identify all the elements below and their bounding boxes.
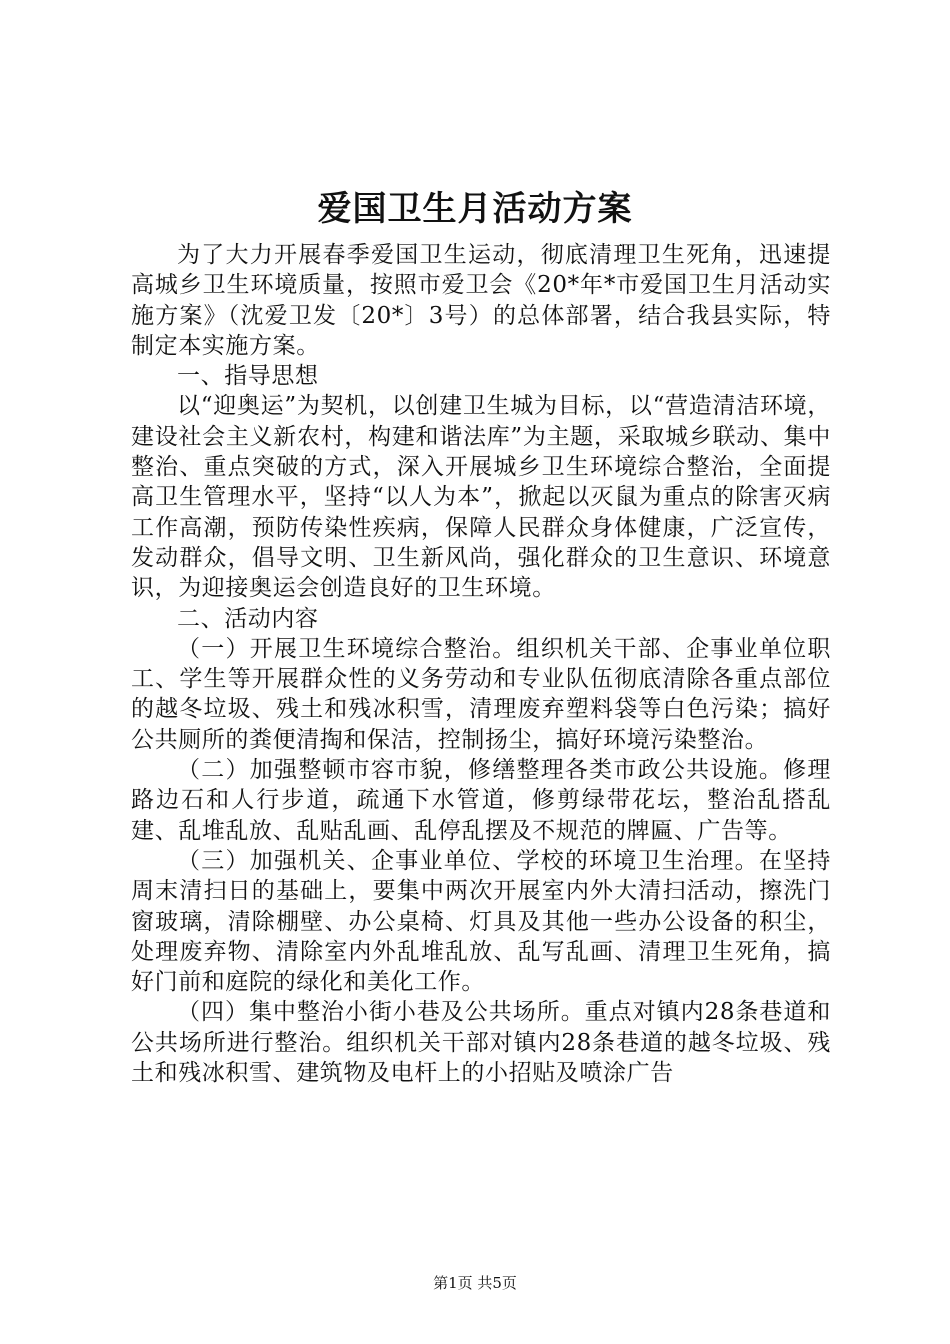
intro-paragraph: 为了大力开展春季爱国卫生运动，彻底清理卫生死角，迅速提高城乡卫生环境质量，按照市爱卫会《20*年*市爱国卫生月活动实施方案》（沈爱卫发〔20*〕3号）的总体部署，结合我县实际，特制定本实施方案。 [131, 242, 831, 359]
activity-item-4-paragraph: （四）集中整治小街小巷及公共场所。重点对镇内28条巷道和公共场所进行整治。组织机关干部对镇内28条巷道的越冬垃圾、残土和残冰积雪、建筑物及电杆上的小招贴及喷涂广告 [131, 999, 831, 1087]
section-heading-guiding-ideology: 一、指导思想 [177, 363, 319, 390]
document-body [131, 240, 831, 1088]
guiding-ideology-paragraph: 以“迎奥运”为契机，以创建卫生城为目标，以“营造清洁环境，建设社会主义新农村，构建和谐法库”为主题，采取城乡联动、集中整治、重点突破的方式，深入开展城乡卫生环境综合整治，全面提高卫生管理水平，坚持“以人为本”，掀起以灭鼠为重点的除害灭病工作高潮，预防传染性疾病，保障人民群众身体健康，广泛宣传，发动群众，倡导文明、卫生新风尚，强化群众的卫生意识、环境意识，为迎接奥运会创造良好的卫生环境。 [131, 393, 831, 602]
activity-item-1-paragraph: （一）开展卫生环境综合整治。组织机关干部、企事业单位职工、学生等开展群众性的义务劳动和专业队伍彻底清除各重点部位的越冬垃圾、残土和残冰积雪，清理废弃塑料袋等白色污染；搞好公共厕所的粪便清掏和保洁，控制扬尘，搞好环境污染整治。 [131, 635, 831, 753]
activity-item-2-paragraph: （二）加强整顿市容市貌，修缮整理各类市政公共设施。修理路边石和人行步道，疏通下水管道，修剪绿带花坛，整治乱搭乱建、乱堆乱放、乱贴乱画、乱停乱摆及不规范的牌匾、广告等。 [131, 757, 831, 844]
document-title: 爱国卫生月活动方案 [317, 189, 633, 229]
page-footer: 第1页 共5页 [433, 1274, 517, 1292]
activity-item-3-paragraph: （三）加强机关、企事业单位、学校的环境卫生治理。在坚持周末清扫日的基础上，要集中两次开展室内外大清扫活动，擦洗门窗玻璃，清除棚壁、办公桌椅、灯具及其他一些办公设备的积尘，处理废弃物、清除室内外乱堆乱放、乱写乱画、清理卫生死角，搞好门前和庭院的绿化和美化工作。 [131, 847, 831, 996]
section-heading-activity-content: 二、活动内容 [177, 605, 319, 632]
